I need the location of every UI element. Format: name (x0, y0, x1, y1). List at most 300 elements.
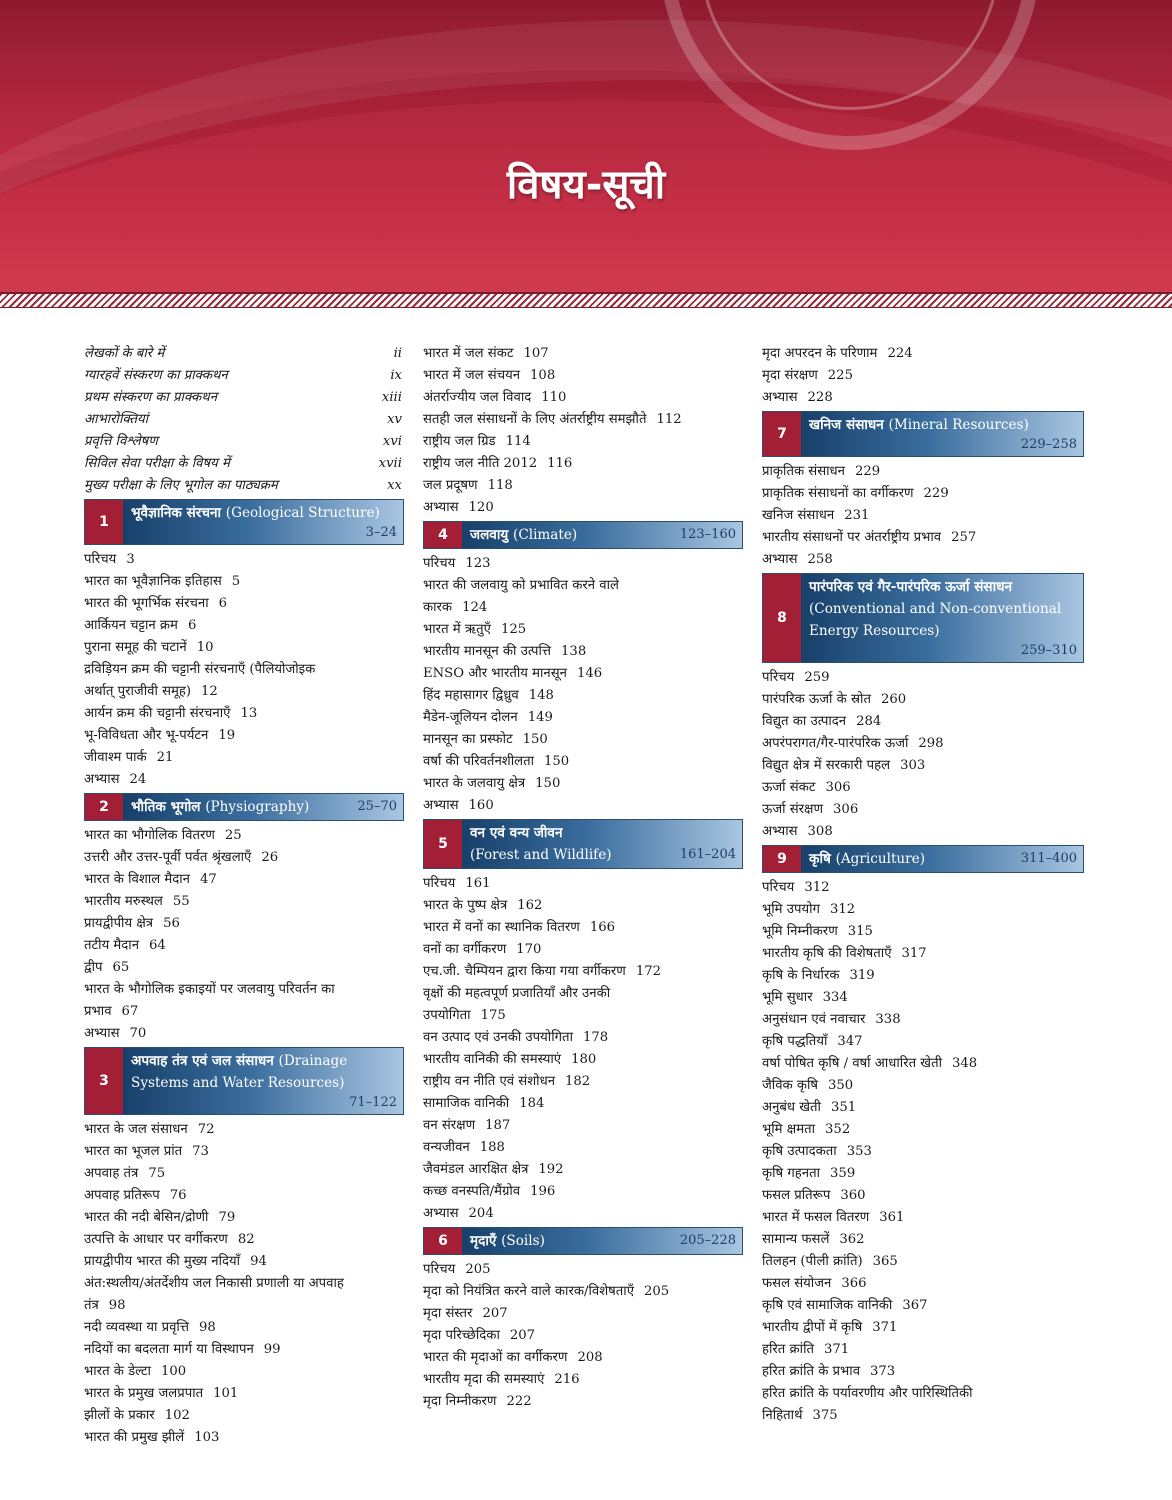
entry-page: 257 (951, 530, 977, 545)
front-matter-entry[interactable] (84, 475, 404, 497)
entry-title: मानसून का प्रस्फोट (423, 732, 513, 747)
chapter-number: 1 (85, 500, 123, 544)
entry-page: 150 (522, 732, 548, 747)
toc-entry[interactable] (762, 943, 1084, 965)
toc-entry[interactable] (423, 1137, 743, 1159)
toc-entry[interactable] (423, 475, 743, 497)
toc-entry[interactable] (762, 1383, 1084, 1405)
entry-page: 98 (198, 1320, 216, 1335)
entry-title: ऊर्जा संकट (762, 780, 816, 795)
chapter-number: 9 (763, 846, 801, 872)
toc-entry[interactable] (423, 795, 743, 817)
toc-entry[interactable] (762, 755, 1084, 777)
toc-entry[interactable] (423, 1027, 743, 1049)
entry-page: 229 (923, 486, 949, 501)
entry-page: 375 (812, 1408, 838, 1423)
entry-page: 123 (465, 556, 491, 571)
toc-entry[interactable] (423, 431, 743, 453)
toc-entry[interactable] (84, 571, 404, 593)
entry-page: 6 (187, 618, 197, 633)
entry-title: उपयोगिता (423, 1008, 471, 1023)
toc-entry[interactable] (84, 957, 404, 979)
toc-entry[interactable] (762, 689, 1084, 711)
toc-entry[interactable] (84, 935, 404, 957)
toc-entry[interactable] (423, 343, 743, 365)
toc-entry[interactable] (423, 1347, 743, 1369)
entry-page: 298 (918, 736, 944, 751)
chapter-title-hindi: पारंपरिक एवं गैर-पारंपरिक ऊर्जा संसाधन (809, 579, 1013, 595)
front-matter-entry[interactable] (84, 453, 404, 475)
toc-entry[interactable] (84, 1405, 404, 1427)
toc-entry[interactable] (423, 1369, 743, 1391)
chapter-title (809, 576, 1077, 642)
toc-entry[interactable] (762, 1207, 1084, 1229)
entry-page: 75 (148, 1166, 166, 1181)
toc-entry[interactable] (423, 939, 743, 961)
toc-entry[interactable] (762, 1339, 1084, 1361)
entry-page: 65 (112, 960, 130, 975)
toc-entry[interactable] (84, 1185, 404, 1207)
entry-page: 306 (825, 780, 851, 795)
toc-entry[interactable] (423, 641, 743, 663)
entry-title: विद्युत का उत्पादन (762, 714, 847, 729)
toc-entry[interactable] (762, 1251, 1084, 1273)
toc-entry[interactable] (84, 1119, 404, 1141)
toc-entry[interactable] (84, 681, 404, 703)
entry-page: 312 (829, 902, 856, 917)
toc-entry[interactable] (762, 877, 1084, 899)
entry-title: उत्तरी और उत्तर-पूर्वी पर्वत श्रृंखलाएँ (84, 850, 252, 865)
entry-title: प्रवृत्ति विश्लेषण (84, 434, 158, 449)
entry-title: अपवाह तंत्र (84, 1166, 139, 1181)
toc-entry[interactable] (423, 1303, 743, 1325)
toc-entry[interactable] (423, 1259, 743, 1281)
toc-entry[interactable] (423, 1005, 743, 1027)
entry-title: भारतीय वानिकी की समस्याएं (423, 1052, 562, 1067)
entry-page: 312 (804, 880, 830, 895)
toc-entry[interactable] (423, 1281, 743, 1303)
toc-entry[interactable] (423, 453, 743, 475)
entry-page: 192 (538, 1162, 564, 1177)
toc-entry[interactable] (84, 1295, 404, 1317)
entry-page: 351 (830, 1100, 857, 1115)
entry-title: फसल संयोजन (762, 1276, 832, 1291)
chapter-page-range: 123–160 (679, 527, 736, 542)
toc-entry[interactable] (762, 1229, 1084, 1251)
entry-page: 362 (839, 1232, 865, 1247)
toc-entry[interactable] (423, 685, 743, 707)
entry-title: तटीय मैदान (84, 938, 140, 953)
entry-title: भारत में जल संचयन (423, 368, 521, 383)
toc-entry[interactable] (423, 751, 743, 773)
entry-title: भारत की जलवायु को प्रभावित करने वाले (423, 578, 619, 593)
toc-column-1 (84, 343, 404, 1449)
toc-entry[interactable] (762, 505, 1084, 527)
chapter-number: 2 (85, 794, 123, 820)
entry-title: तंत्र (84, 1298, 99, 1313)
entry-title: जैवमंडल आरक्षित क्षेत्र (423, 1162, 529, 1177)
entry-page: 100 (160, 1364, 187, 1379)
entry-title: अभ्यास (423, 798, 459, 813)
entry-title: अंत:स्थलीय/अंतर्देशीय जल निकासी प्रणाली या अपवाह (84, 1276, 344, 1291)
chapter-title-english: (Mineral Resources) (888, 417, 1029, 433)
entry-page: 107 (523, 346, 549, 361)
chapter-page-range: 229–258 (1020, 437, 1077, 452)
chapter-title-block (123, 794, 403, 820)
chapter-page-range: 259–310 (1020, 643, 1077, 658)
toc-entry[interactable] (762, 461, 1084, 483)
toc-entry[interactable] (423, 1159, 743, 1181)
toc-entry[interactable] (423, 983, 743, 1005)
toc-entry[interactable] (762, 1361, 1084, 1383)
toc-entry[interactable] (84, 1023, 404, 1045)
toc-entry[interactable] (423, 873, 743, 895)
toc-entry[interactable] (762, 821, 1084, 843)
toc-entry[interactable] (84, 659, 404, 681)
entry-title: भारत का भौगोलिक वितरण (84, 828, 215, 843)
entry-title: राष्ट्रीय जल ग्रिड (423, 434, 496, 449)
entry-title: अभ्यास (762, 552, 798, 567)
toc-entry[interactable] (423, 365, 743, 387)
chapter-title (470, 524, 577, 546)
chapter-page-range: 71–122 (349, 1095, 397, 1110)
toc-entry[interactable] (423, 773, 743, 795)
toc-entry[interactable] (762, 365, 1084, 387)
chapter-header[interactable] (84, 1047, 404, 1115)
entry-page: 284 (856, 714, 882, 729)
chapter-page-range: 25–70 (357, 799, 397, 814)
toc-entry[interactable] (762, 1097, 1084, 1119)
chapter-header[interactable] (423, 521, 743, 549)
toc-entry[interactable] (84, 1361, 404, 1383)
chapter-header[interactable] (423, 819, 743, 869)
toc-entry[interactable] (423, 961, 743, 983)
entry-page: 360 (840, 1188, 866, 1203)
entry-title: भारत के पुष्प क्षेत्र (423, 898, 508, 913)
toc-entry[interactable] (762, 799, 1084, 821)
entry-page: 148 (528, 688, 554, 703)
entry-title: भारत के विशाल मैदान (84, 872, 190, 887)
toc-entry[interactable] (423, 1049, 743, 1071)
entry-title: एच.जी. चैम्पियन द्वारा किया गया वर्गीकरण (423, 964, 626, 979)
entry-title: राष्ट्रीय वन नीति एवं संशोधन (423, 1074, 556, 1089)
entry-title: पारंपरिक ऊर्जा के स्रोत (762, 692, 871, 707)
entry-page: 224 (887, 346, 913, 361)
front-matter-entry[interactable] (84, 343, 404, 365)
entry-title: कृषि एवं सामाजिक वानिकी (762, 1298, 893, 1313)
toc-entry[interactable] (762, 387, 1084, 409)
toc-entry[interactable] (84, 825, 404, 847)
entry-page: 204 (468, 1206, 494, 1221)
entry-title: खनिज संसाधन (762, 508, 835, 523)
toc-entry[interactable] (762, 667, 1084, 689)
entry-page: 361 (879, 1210, 905, 1225)
toc-entry[interactable] (84, 1427, 404, 1449)
entry-page: 178 (583, 1030, 609, 1045)
chapter-header[interactable] (423, 1227, 743, 1255)
toc-entry[interactable] (423, 1115, 743, 1137)
entry-title: अभ्यास (762, 824, 798, 839)
toc-entry[interactable] (762, 1009, 1084, 1031)
chapter-number: 6 (424, 1228, 462, 1254)
entry-page: 373 (870, 1364, 896, 1379)
toc-entry[interactable] (423, 917, 743, 939)
entry-title: हरित क्रांति के पर्यावरणीय और पारिस्थितिकी (762, 1386, 973, 1401)
entry-page: 207 (509, 1328, 536, 1343)
entry-page: 207 (482, 1306, 508, 1321)
entry-title: अनुसंधान एवं नवाचार (762, 1012, 866, 1027)
chapter-header[interactable] (84, 499, 404, 545)
toc-entry[interactable] (84, 549, 404, 571)
toc-entry[interactable] (423, 1071, 743, 1093)
entry-page: 102 (164, 1408, 190, 1423)
toc-entry[interactable] (84, 979, 404, 1001)
entry-title: मृदा संस्तर (423, 1306, 473, 1321)
entry-title: फसल प्रतिरूप (762, 1188, 831, 1203)
entry-title: अपरंपरागत/गैर-पारंपरिक ऊर्जा (762, 736, 909, 751)
toc-entry[interactable] (423, 1093, 743, 1115)
chapter-number: 5 (424, 820, 462, 868)
page-title: विषय-सूची (506, 162, 666, 208)
toc-entry[interactable] (762, 483, 1084, 505)
chapter-title-english: (Climate) (513, 527, 578, 543)
entry-title: द्वीप (84, 960, 103, 975)
toc-entry[interactable] (762, 549, 1084, 571)
entry-title: लेखकों के बारे में (84, 346, 165, 361)
entry-page: 308 (807, 824, 833, 839)
entry-page: 98 (108, 1298, 126, 1313)
entry-page: 184 (519, 1096, 545, 1111)
entry-page: 205 (644, 1284, 670, 1299)
entry-page: 25 (224, 828, 242, 843)
chapter-header[interactable] (762, 411, 1084, 457)
front-matter-entry[interactable] (84, 431, 404, 453)
entry-title: ग्यारहवें संस्करण का प्राक्कथन (84, 368, 228, 383)
entry-page: 338 (875, 1012, 901, 1027)
entry-page: 19 (218, 728, 236, 743)
entry-page: 112 (656, 412, 682, 427)
entry-title: जल प्रदूषण (423, 478, 478, 493)
chapter-title (809, 848, 925, 870)
toc-entry[interactable] (84, 1339, 404, 1361)
entry-title: भूमि क्षमता (762, 1122, 816, 1137)
chapter-title (809, 414, 1077, 436)
chapter-title-hindi: मृदाएँ (470, 1233, 497, 1249)
toc-entry[interactable] (423, 1325, 743, 1347)
toc-entry[interactable] (762, 777, 1084, 799)
toc-entry[interactable] (84, 1317, 404, 1339)
toc-entry[interactable] (423, 497, 743, 519)
entry-page: 72 (197, 1122, 215, 1137)
toc-entry[interactable] (84, 1001, 404, 1023)
toc-entry[interactable] (762, 965, 1084, 987)
entry-page: xv (387, 412, 402, 427)
toc-entry[interactable] (762, 1163, 1084, 1185)
entry-page: 5 (231, 574, 241, 589)
toc-entry[interactable] (84, 725, 404, 747)
toc-entry[interactable] (762, 733, 1084, 755)
entry-page: 216 (554, 1372, 580, 1387)
entry-page: 161 (465, 876, 491, 891)
entry-page: 196 (530, 1184, 556, 1199)
chapter-title-hindi: कृषि (809, 851, 831, 867)
toc-entry[interactable] (84, 769, 404, 791)
entry-page: 103 (194, 1430, 220, 1445)
toc-entry[interactable] (84, 1207, 404, 1229)
toc-entry[interactable] (762, 1119, 1084, 1141)
toc-entry[interactable] (762, 1317, 1084, 1339)
entry-title: वन्यजीवन (423, 1140, 470, 1155)
toc-entry[interactable] (762, 711, 1084, 733)
toc-entry[interactable] (84, 703, 404, 725)
toc-entry[interactable] (84, 913, 404, 935)
entry-title: भूमि उपयोग (762, 902, 820, 917)
front-matter-entry[interactable] (84, 387, 404, 409)
toc-entry[interactable] (762, 1273, 1084, 1295)
toc-entry[interactable] (84, 869, 404, 891)
entry-page: 260 (880, 692, 907, 707)
toc-entry[interactable] (762, 1185, 1084, 1207)
entry-page: 79 (218, 1210, 236, 1225)
entry-page: 303 (900, 758, 926, 773)
entry-title: भूमि सुधार (762, 990, 813, 1005)
entry-title: निहितार्थ (762, 1408, 803, 1423)
toc-entry[interactable] (423, 575, 743, 597)
entry-page: 120 (468, 500, 494, 515)
toc-entry[interactable] (423, 553, 743, 575)
toc-entry[interactable] (84, 615, 404, 637)
toc-entry[interactable] (423, 895, 743, 917)
entry-page: 56 (163, 916, 180, 931)
toc-entry[interactable] (84, 1229, 404, 1251)
entry-page: 188 (479, 1140, 505, 1155)
toc-entry[interactable] (762, 899, 1084, 921)
entry-title: वनों का वर्गीकरण (423, 942, 507, 957)
toc-entry[interactable] (423, 1391, 743, 1413)
entry-page: 365 (872, 1254, 898, 1269)
entry-title: भारत का भूवैज्ञानिक इतिहास (84, 574, 222, 589)
toc-entry[interactable] (762, 1295, 1084, 1317)
entry-page: 180 (571, 1052, 597, 1067)
toc-entry[interactable] (762, 1141, 1084, 1163)
entry-page: xvii (378, 456, 402, 471)
toc-entry[interactable] (423, 707, 743, 729)
toc-entry[interactable] (762, 1075, 1084, 1097)
entry-page: 166 (589, 920, 615, 935)
chapter-title-block (462, 1228, 742, 1254)
entry-page: 24 (129, 772, 147, 787)
entry-title: भारत के भौगोलिक इकाइयों पर जलवायु परिवर्तन का (84, 982, 335, 997)
entry-title: नदी व्यवस्था या प्रवृत्ति (84, 1320, 189, 1335)
entry-title: भारत के जलवायु क्षेत्र (423, 776, 526, 791)
toc-entry[interactable] (423, 619, 743, 641)
toc-entry[interactable] (423, 597, 743, 619)
entry-page: 101 (213, 1386, 239, 1401)
entry-title: आर्कियन चट्टान क्रम (84, 618, 178, 633)
entry-title: झीलों के प्रकार (84, 1408, 155, 1423)
chapter-header[interactable] (762, 573, 1084, 663)
chapter-title-block (801, 412, 1083, 456)
toc-entry[interactable] (762, 1405, 1084, 1427)
entry-title: वर्षा की परिवर्तनशीलता (423, 754, 535, 769)
entry-page: 359 (830, 1166, 856, 1181)
entry-page: 21 (156, 750, 174, 765)
toc-entry[interactable] (423, 663, 743, 685)
entry-page: 371 (872, 1320, 898, 1335)
chapter-header[interactable] (762, 845, 1084, 873)
entry-title: परिचय (423, 1262, 456, 1277)
entry-page: 352 (825, 1122, 851, 1137)
chapter-number: 3 (85, 1048, 123, 1114)
entry-title: उत्पत्ति के आधार पर वर्गीकरण (84, 1232, 228, 1247)
entry-title: भारत में वनों का स्थानिक वितरण (423, 920, 580, 935)
chapter-header[interactable] (84, 793, 404, 821)
toc-entry[interactable] (84, 847, 404, 869)
chapter-number: 4 (424, 522, 462, 548)
toc-entry[interactable] (762, 343, 1084, 365)
toc-entry[interactable] (423, 387, 743, 409)
entry-title: अभ्यास (423, 500, 459, 515)
chapter-title-hindi: खनिज संसाधन (809, 417, 884, 433)
entry-title: कृषि उत्पादकता (762, 1144, 837, 1159)
chapter-number: 7 (763, 412, 801, 456)
chapter-title (470, 1230, 545, 1252)
chapter-title-hindi: भूवैज्ञानिक संरचना (131, 505, 222, 521)
entry-page: 319 (849, 968, 875, 983)
entry-title: जीवाश्म पार्क (84, 750, 147, 765)
chapter-title-hindi: जलवायु (470, 527, 509, 543)
toc-entry[interactable] (84, 1273, 404, 1295)
front-matter-entry[interactable] (84, 365, 404, 387)
entry-page: 150 (544, 754, 570, 769)
toc-entry[interactable] (84, 593, 404, 615)
chapter-title-block (801, 846, 1083, 872)
toc-entry[interactable] (762, 921, 1084, 943)
toc-entry[interactable] (423, 1203, 743, 1225)
entry-title: अभ्यास (84, 1026, 120, 1041)
toc-entry[interactable] (423, 729, 743, 751)
toc-column-2 (423, 343, 743, 1413)
entry-title: हरित क्रांति (762, 1342, 814, 1357)
entry-page: 110 (541, 390, 567, 405)
entry-title: परिचय (84, 552, 117, 567)
toc-entry[interactable] (84, 637, 404, 659)
entry-title: भारत की मृदाओं का वर्गीकरण (423, 1350, 568, 1365)
toc-entry[interactable] (762, 527, 1084, 549)
toc-entry[interactable] (762, 1053, 1084, 1075)
hatch-divider (0, 292, 1172, 308)
toc-entry[interactable] (762, 987, 1084, 1009)
toc-entry[interactable] (423, 1181, 743, 1203)
toc-entry[interactable] (84, 1163, 404, 1185)
entry-page: 175 (480, 1008, 506, 1023)
entry-page: 108 (530, 368, 556, 383)
toc-entry[interactable] (423, 409, 743, 431)
toc-entry[interactable] (84, 747, 404, 769)
front-matter-entry[interactable] (84, 409, 404, 431)
entry-title: वन संरक्षण (423, 1118, 476, 1133)
toc-entry[interactable] (84, 891, 404, 913)
chapter-title-english: (Soils) (501, 1233, 545, 1249)
toc-entry[interactable] (84, 1141, 404, 1163)
toc-entry[interactable] (84, 1383, 404, 1405)
toc-entry[interactable] (762, 1031, 1084, 1053)
entry-title: भारत की भूगर्भिक संरचना (84, 596, 209, 611)
entry-page: 3 (126, 552, 135, 567)
toc-entry[interactable] (84, 1251, 404, 1273)
entry-page: 306 (833, 802, 859, 817)
entry-title: मृदा संरक्षण (762, 368, 818, 383)
